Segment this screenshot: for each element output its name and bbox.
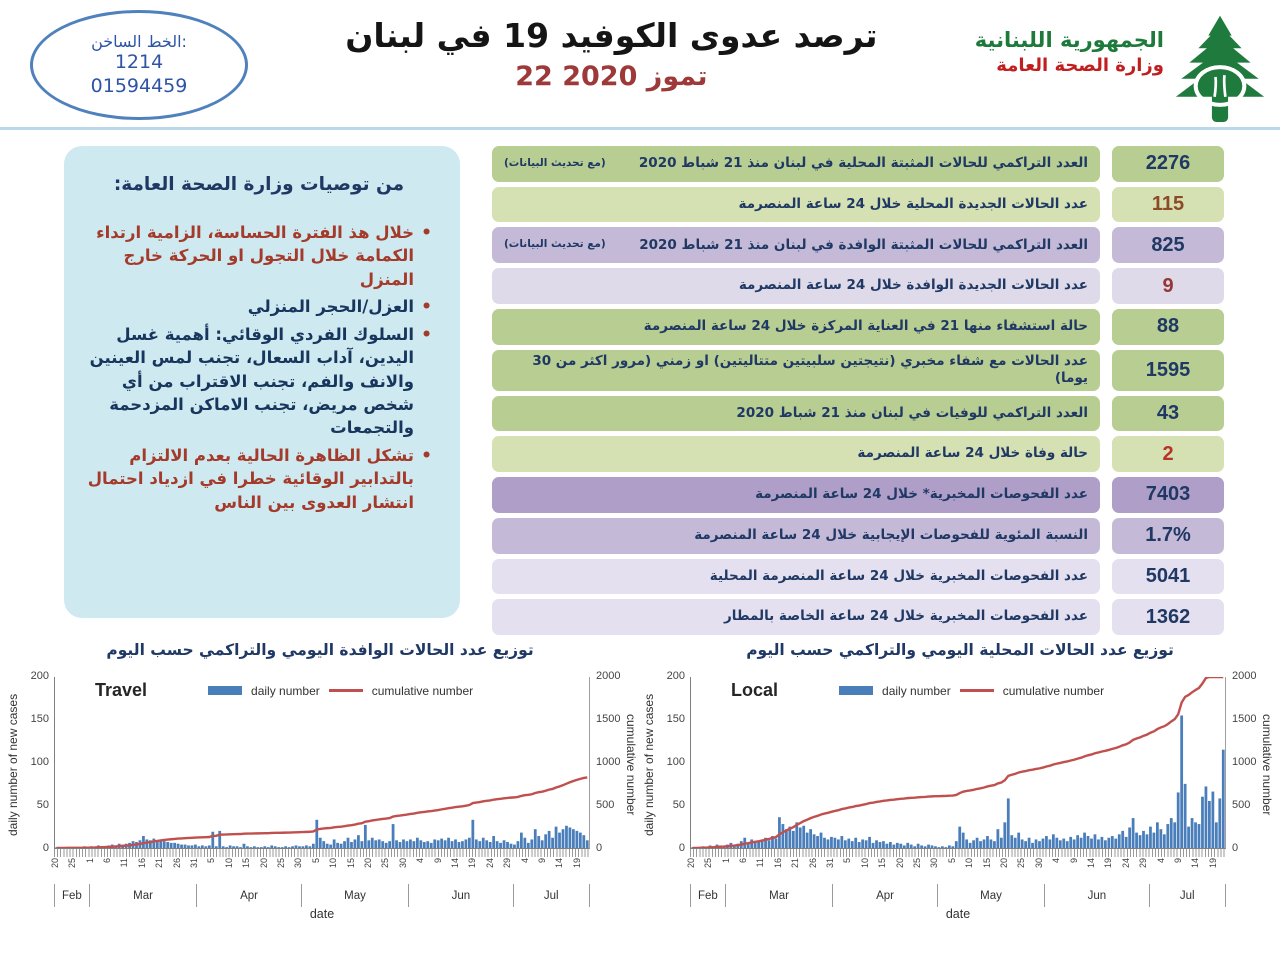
month-cell-jul: Jul (1149, 884, 1225, 907)
month-cell-feb: Feb (690, 884, 725, 907)
y-tick: 100 (30, 756, 49, 768)
day-tick-label: 20 (998, 858, 1009, 869)
local-chart-title: توزيع عدد الحالات المحلية اليومي والتراكمي حسب اليوم (746, 641, 1174, 659)
y-tick: 200 (30, 670, 49, 682)
y-tick: 0 (1232, 842, 1239, 854)
stat-value: 7403 (1112, 477, 1224, 513)
day-tick-label: 21 (790, 858, 801, 869)
plot-svg (691, 677, 1225, 848)
day-tick-label: 30 (293, 858, 304, 869)
stat-row (492, 187, 1224, 223)
day-tick-label: 1 (84, 858, 95, 864)
month-cell-may: May (937, 884, 1045, 907)
plot-area (690, 677, 1226, 849)
stat-row (492, 396, 1224, 432)
day-tick-label: 4 (519, 858, 530, 864)
stat-value: 2276 (1112, 146, 1224, 182)
day-tick-label: 10 (859, 858, 870, 869)
recommendation-item: • خلال هذ الفترة الحساسة، الزامية ارتداء الكمامة خلال التجول او الحركة خارج المنزل (84, 221, 434, 291)
stat-label: العدد التراكمي للحالات المثبتة المحلية في لبنان منذ 21 شباط 2020 (مع تحديث البيانات) (492, 146, 1100, 182)
day-tick-label: 10 (223, 858, 234, 869)
republic-name: الجمهورية اللبنانية (974, 28, 1164, 52)
stat-value: 88 (1112, 309, 1224, 345)
y-tick: 0 (42, 842, 49, 854)
day-tick-labels (685, 857, 1226, 884)
y-tick: 150 (30, 713, 49, 725)
stat-value: 5041 (1112, 559, 1224, 595)
x-axis-label: date (309, 907, 335, 921)
day-tick-label: 19 (1103, 858, 1114, 869)
minor-tick-strip (690, 849, 1226, 857)
stat-row (492, 309, 1224, 345)
month-band (690, 884, 1226, 907)
cedar-tree-icon (1174, 14, 1266, 122)
stat-label: النسبة المئوية للفحوصات الإيجابية خلال 24 ساعة المنصرمة (492, 518, 1100, 554)
day-tick-label: 29 (1138, 858, 1149, 869)
day-tick-label: 9 (432, 858, 443, 864)
day-tick-label: 4 (1051, 858, 1062, 864)
cumulative-number-swatch (960, 689, 994, 692)
cumulative-number-swatch (329, 689, 363, 692)
day-tick-label: 30 (929, 858, 940, 869)
y-tick: 1500 (596, 713, 621, 725)
y-tick: 150 (666, 713, 685, 725)
day-tick-label: 10 (964, 858, 975, 869)
day-tick-label: 5 (842, 858, 853, 864)
cumulative-number-legend-label: cumulative number (1002, 683, 1105, 698)
day-tick-label: 29 (502, 858, 513, 869)
report-date: 22 تموز 2020 (515, 61, 708, 92)
plot-area (54, 677, 590, 849)
stat-row (492, 559, 1224, 595)
day-tick-label: 21 (154, 858, 165, 869)
recommendation-item: • تشكل الظاهرة الحالية بعدم الالتزام بالتدابير الوقائية خطرا في ازدياد احتمال انتشار العدوى بين الناس (84, 444, 434, 514)
stat-label: عدد الحالات مع شفاء مخبري (نتيجتين سلبيتين متتاليتين) او زمني (مرور اكثر من 30 يوما) (492, 350, 1100, 391)
month-cell-jul: Jul (513, 884, 589, 907)
stat-label: العدد التراكمي للحالات المثبتة الوافدة في لبنان منذ 21 شباط 2020 (مع تحديث البيانات) (492, 227, 1100, 263)
stat-row (492, 227, 1224, 263)
day-tick-label: 16 (772, 858, 783, 869)
day-tick-label: 15 (345, 858, 356, 869)
stat-label: عدد الفحوصات المخبرية خلال 24 ساعة الخاصة بالمطار (492, 599, 1100, 635)
month-cell-apr: Apr (832, 884, 936, 907)
day-tick-label: 31 (188, 858, 199, 869)
left-axis-ticks (22, 670, 54, 854)
stat-label: حالة استشفاء منها 21 في العناية المركزة خلال 24 ساعة المنصرمة (492, 309, 1100, 345)
stat-row (492, 599, 1224, 635)
chart-name: Local (731, 680, 779, 700)
ministry-logo-block (975, 6, 1266, 122)
y-tick: 0 (596, 842, 603, 854)
day-tick-label: 30 (397, 858, 408, 869)
stat-value: 1362 (1112, 599, 1224, 635)
month-cell-mar: Mar (89, 884, 197, 907)
stat-value: 1.7% (1112, 518, 1224, 554)
minor-tick-strip (54, 849, 590, 857)
local-chart (640, 670, 1276, 924)
day-tick-label: 31 (824, 858, 835, 869)
day-tick-labels (49, 857, 590, 884)
stat-row (492, 477, 1224, 513)
y-tick: 1500 (1232, 713, 1257, 725)
stat-value: 825 (1112, 227, 1224, 263)
hotline-badge (30, 10, 248, 120)
hotline-label: الخط الساخن: (91, 31, 187, 51)
day-tick-label: 11 (119, 858, 130, 868)
recommendations-title: من توصيات وزارة الصحة العامة: (113, 174, 405, 195)
day-tick-label: 14 (1086, 858, 1096, 869)
y-tick: 2000 (596, 670, 621, 682)
cumulative-number-legend-label: cumulative number (371, 683, 474, 698)
y-tick: 100 (666, 756, 685, 768)
main-section (0, 130, 1280, 635)
chart-name: Travel (95, 680, 148, 700)
day-tick-label: 14 (450, 858, 460, 869)
month-band (54, 884, 590, 907)
day-tick-label: 24 (1120, 858, 1131, 869)
day-tick-label: 11 (755, 858, 766, 868)
stat-value: 43 (1112, 396, 1224, 432)
day-tick-label: 25 (703, 858, 714, 869)
day-tick-label: 9 (1173, 858, 1183, 864)
right-axis-ticks (590, 670, 622, 854)
stat-value: 115 (1112, 187, 1224, 223)
stats-table (460, 146, 1280, 635)
x-axis-label: date (945, 907, 971, 921)
day-tick-label: 6 (737, 858, 748, 864)
day-tick-label: 1 (720, 858, 731, 864)
month-cell-jun: Jun (1044, 884, 1148, 907)
daily-number-swatch (839, 686, 873, 695)
day-tick-label: 19 (467, 858, 478, 869)
chart-titles-row (0, 641, 1280, 677)
stat-label: عدد الحالات الجديدة المحلية خلال 24 ساعة المنصرمة (492, 187, 1100, 223)
recommendations-box (64, 146, 460, 618)
month-cell-mar: Mar (725, 884, 833, 907)
y-tick: 50 (672, 799, 685, 811)
day-tick-label: 30 (1033, 858, 1044, 869)
day-tick-label: 25 (380, 858, 391, 869)
local-chart-body (640, 670, 1276, 924)
chart-legend (55, 680, 589, 701)
day-tick-label: 26 (171, 858, 182, 869)
y-tick: 2000 (1232, 670, 1257, 682)
day-tick-label: 5 (206, 858, 217, 864)
day-tick-label: 15 (241, 858, 252, 869)
plot-column (49, 677, 590, 924)
charts-row (0, 670, 1280, 924)
right-axis-ticks (1226, 670, 1258, 854)
month-cell-may: May (301, 884, 409, 907)
left-axis-label: daily number of new cases (6, 693, 20, 836)
stat-row (492, 268, 1224, 304)
travel-chart-title: توزيع عدد الحالات الوافدة اليومي والتراكمي حسب اليوم (106, 641, 534, 659)
month-cell-apr: Apr (196, 884, 300, 907)
stat-row (492, 436, 1224, 472)
y-tick: 0 (678, 842, 685, 854)
y-tick: 200 (666, 670, 685, 682)
day-tick-label: 6 (101, 858, 112, 864)
stat-label: حالة وفاة خلال 24 ساعة المنصرمة (492, 436, 1100, 472)
day-tick-label: 9 (1068, 858, 1079, 864)
day-tick-label: 15 (981, 858, 992, 869)
stat-value: 9 (1112, 268, 1224, 304)
day-tick-label: 19 (1207, 858, 1218, 869)
day-tick-label: 20 (362, 858, 373, 869)
y-tick: 500 (1232, 799, 1251, 811)
plot-column (685, 677, 1226, 924)
day-tick-label: 4 (415, 858, 426, 864)
month-cell-feb: Feb (54, 884, 89, 907)
daily-number-legend-label: daily number (882, 683, 951, 698)
chart-legend (691, 680, 1225, 701)
daily-number-swatch (208, 686, 242, 695)
daily-number-legend-label: daily number (251, 683, 320, 698)
stat-label: العدد التراكمي للوفيات في لبنان منذ 21 شباط 2020 (492, 396, 1100, 432)
stat-value: 2 (1112, 436, 1224, 472)
recommendation-item: • العزل/الحجر المنزلي (84, 295, 434, 318)
day-tick-label: 20 (49, 858, 60, 869)
y-tick: 500 (596, 799, 615, 811)
right-axis-label: cumulative number (624, 713, 638, 816)
day-tick-label: 19 (571, 858, 582, 869)
day-tick-label: 14 (554, 858, 565, 869)
left-axis-label: daily number of new cases (642, 693, 656, 836)
day-tick-label: 20 (685, 858, 696, 869)
cumulative-line (57, 777, 588, 847)
recommendations-list (84, 221, 434, 514)
day-tick-label: 5 (946, 858, 957, 864)
day-tick-label: 20 (258, 858, 269, 869)
travel-chart-body (4, 670, 640, 924)
right-axis-label: cumulative number (1260, 713, 1274, 816)
stat-label: عدد الفحوصات المخبرية* خلال 24 ساعة المنصرمة (492, 477, 1100, 513)
day-tick-label: 9 (537, 858, 547, 864)
day-tick-label: 20 (894, 858, 905, 869)
day-tick-label: 25 (911, 858, 922, 869)
travel-chart (4, 670, 640, 924)
stat-label: عدد الحالات الجديدة الوافدة خلال 24 ساعة المنصرمة (492, 268, 1100, 304)
header (0, 0, 1280, 127)
day-tick-label: 16 (136, 858, 147, 869)
day-tick-label: 25 (67, 858, 78, 869)
y-tick: 50 (36, 799, 49, 811)
stat-row (492, 350, 1224, 391)
stat-value: 1595 (1112, 350, 1224, 391)
title-block (248, 6, 975, 92)
day-tick-label: 24 (484, 858, 495, 869)
stat-row (492, 518, 1224, 554)
y-tick: 1000 (1232, 756, 1257, 768)
day-tick-label: 25 (1016, 858, 1027, 869)
stat-label: عدد الفحوصات المخبرية خلال 24 ساعة المنصرمة المحلية (492, 559, 1100, 595)
page-title: ترصد عدوى الكوفيد 19 في لبنان (345, 16, 878, 55)
plot-svg (55, 677, 589, 848)
cumulative-line (693, 677, 1224, 848)
day-tick-label: 4 (1155, 858, 1166, 864)
month-cell-jun: Jun (408, 884, 512, 907)
ministry-name (975, 14, 1164, 76)
recommendations-wrap (0, 146, 460, 635)
hotline-number-long: 01594459 (90, 74, 188, 97)
left-axis-ticks (658, 670, 690, 854)
day-tick-label: 15 (877, 858, 888, 869)
recommendation-item: • السلوك الفردي الوقائي: أهمية غسل اليدين، آداب السعال، تجنب لمس العينين والانف والفم، تجنب الاقتراب من أي شخص مريض، تجنب الاماكن المزدحمة والتجمعات (84, 323, 434, 440)
day-tick-label: 10 (328, 858, 339, 869)
y-tick: 1000 (596, 756, 621, 768)
day-tick-label: 25 (275, 858, 286, 869)
stat-row (492, 146, 1224, 182)
ministry-title: وزارة الصحة العامة (996, 55, 1164, 76)
day-tick-label: 14 (1190, 858, 1201, 869)
day-tick-label: 26 (807, 858, 818, 869)
hotline-number-short: 1214 (114, 50, 164, 73)
day-tick-label: 5 (310, 858, 321, 864)
